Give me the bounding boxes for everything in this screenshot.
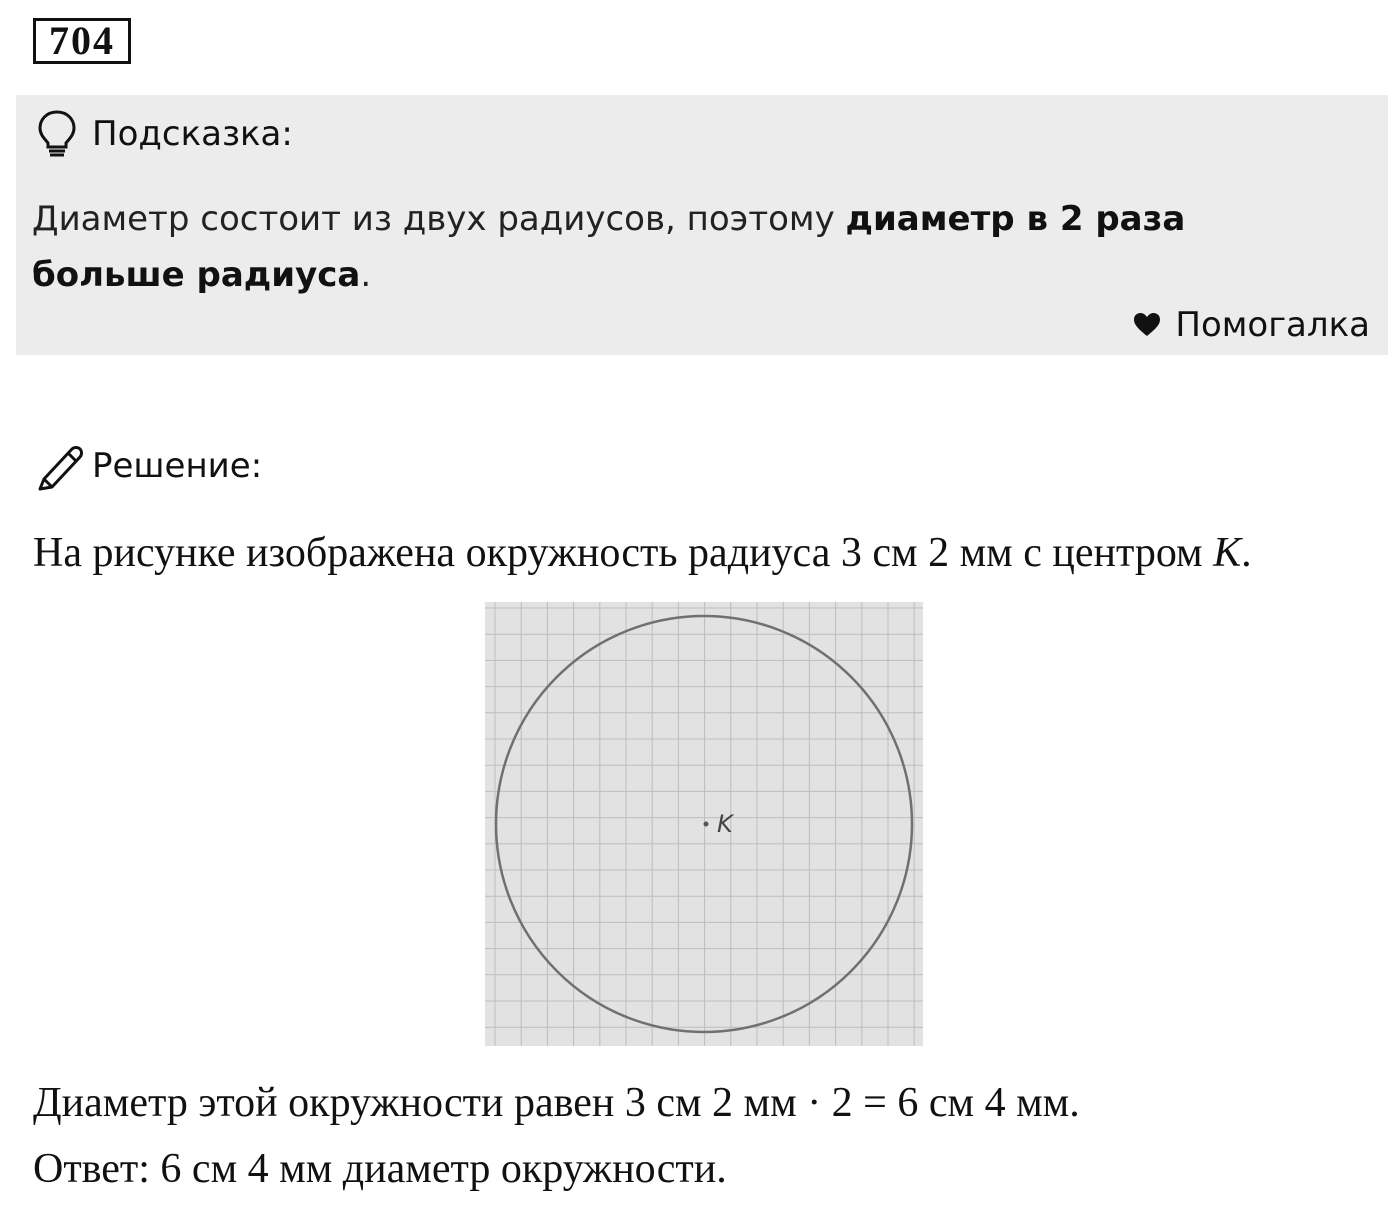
hint-text-plain: Диаметр состоит из двух радиусов, поэтому <box>32 199 846 239</box>
hint-footer-label: Помогалка <box>1175 305 1370 345</box>
task-number: 704 <box>33 18 131 64</box>
pencil-icon <box>36 441 86 491</box>
hint-title: Подсказка: <box>92 114 293 154</box>
hint-text <box>32 191 1252 303</box>
circle-figure-svg <box>485 602 923 1046</box>
solution-line-1 <box>33 532 1252 574</box>
solution-line-2: Диаметр этой окружности равен 3 см 2 мм · 2 = 6 см 4 мм. <box>33 1080 1080 1126</box>
solution-line-1-text: На рисунке изображена окружность радиуса 3 см 2 мм с центром <box>33 530 1214 576</box>
solution-line-1-var: K <box>1213 530 1242 576</box>
solution-line-3: Ответ: 6 см 4 мм диаметр окружности. <box>33 1146 727 1192</box>
center-point <box>704 822 709 827</box>
center-label: K <box>717 810 733 838</box>
circle-figure <box>485 602 923 1046</box>
hint-footer <box>1133 305 1370 345</box>
solution-line-1-end: . <box>1241 530 1252 576</box>
hint-text-end: . <box>360 255 372 295</box>
solution-title: Решение: <box>92 446 263 486</box>
solution-header <box>36 440 262 492</box>
heart-icon <box>1133 312 1161 338</box>
hint-header <box>36 109 293 159</box>
lightbulb-icon <box>36 109 78 159</box>
hint-text-bold-1: диаметр в 2 раза <box>845 199 1186 239</box>
hint-text-bold-2: больше радиуса <box>32 255 361 295</box>
hint-box <box>16 95 1388 355</box>
